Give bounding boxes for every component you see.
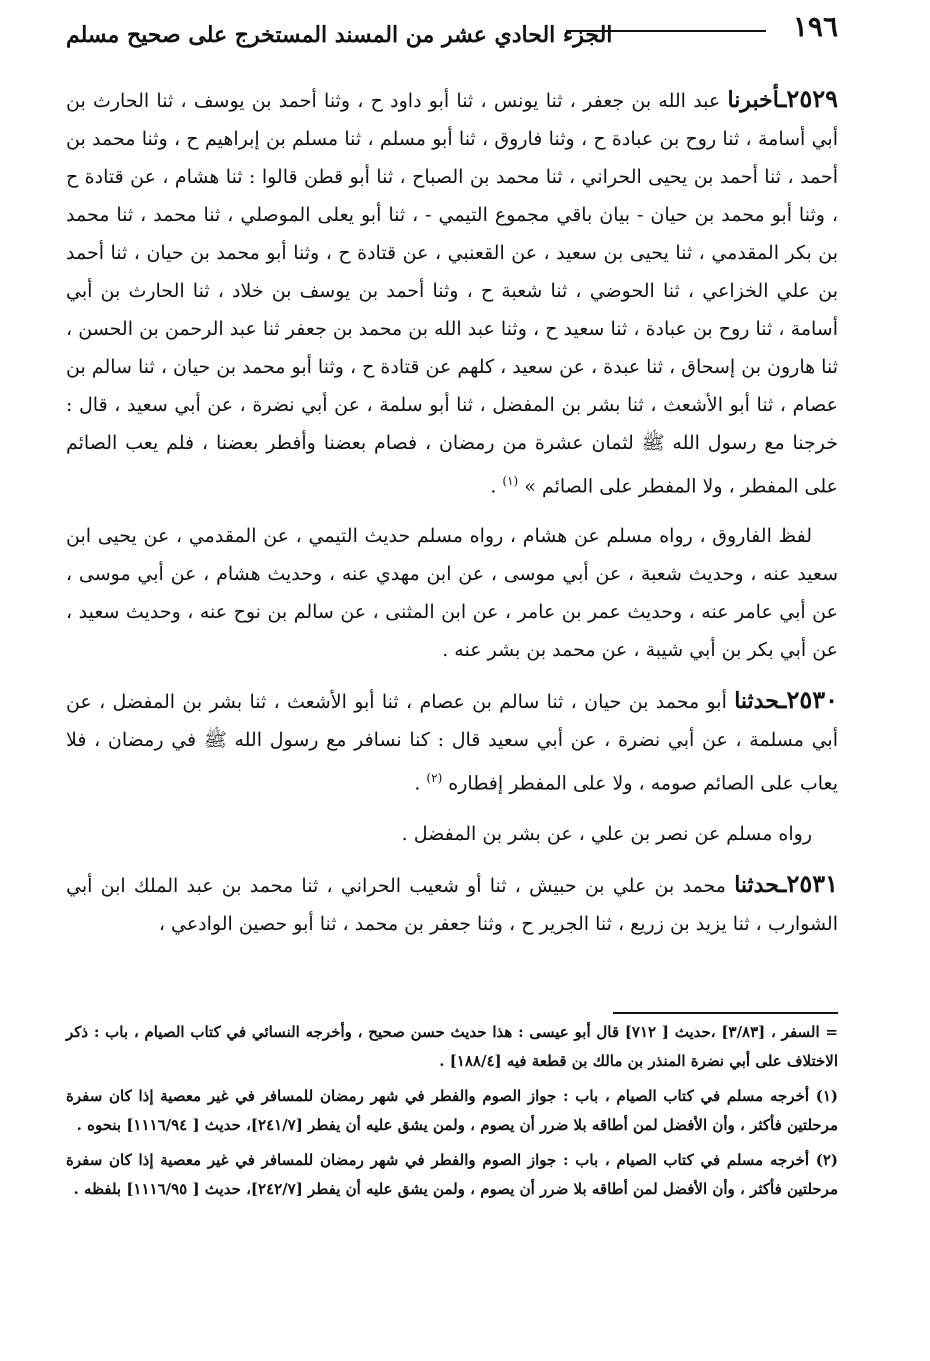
page-header	[66, 8, 838, 60]
footnote-2: (٢) أخرجه مسلم في كتاب الصيام ، باب : جواز الصوم والفطر في شهر رمضان للمسافر في غير معصية إذا كان سفرة مرحلتين فأكثر ، وأن الأفضل لمن أطاقه بلا ضرر أن يصوم ، ولمن يشق عليه أن يفطر [٢٤٢/٧]، حديث [ ١١١٦/٩٥] بلفظه .	[66, 1151, 838, 1198]
running-title: الجزء الحادي عشر من المسند المستخرج على صحيح مسلم	[66, 22, 613, 48]
hadith-2529: ٢٥٢٩ـأخبرنا عبد الله بن جعفر ، ثنا يونس ، ثنا أبو داود ح ، وثنا أحمد بن يوسف ، ثنا الحارث بن أبي أسامة ، ثنا روح بن عبادة ح ، وثنا فاروق ، ثنا أبو مسلم ، ثنا مسلم بن إبراهيم ح ، وثنا محمد بن أحمد ، ثنا أحمد بن يحيى الحراني ، ثنا محمد بن الصباح ، ثنا أبو قطن قالوا : ثنا هشام ، عن قتادة ح ، وثنا أبو محمد بن حيان - بيان باقي مجموع التيمي - ، ثنا أبو يعلى الموصلي ، ثنا محمد ، ثنا محمد بن بكر المقدمي ، ثنا يحيى بن سعيد ، عن القعنبي ، عن قتادة ح ، وثنا أبو محمد بن حيان ، ثنا أحمد بن علي الخزاعي ، ثنا الحوضي ، ثنا شعبة ح ، وثنا أحمد بن يوسف بن خلاد ، ثنا الحارث بن أبي أسامة ، ثنا روح بن عبادة ، ثنا سعيد ح ، وثنا عبد الله بن محمد بن جعفر ثنا عبد الرحمن بن الحسن ، ثنا هارون بن إسحاق ، ثنا عبدة ، عن سعيد ، كلهم عن قتادة ح ، وثنا أبو محمد بن حيان ، ثنا سالم بن عصام ، ثنا أبو الأشعث ، ثنا بشر بن المفضل ، ثنا أبو سلمة ، عن أبي نضرة ، عن أبي سعيد ، قال : خرجنا مع رسول الله ﷺ لثمان عشرة من رمضان ، فصام بعضنا وأفطر بعضنا ، فلم يعب الصائم على المفطر ، ولا المفطر على الصائم » $^{(١)}$ .	[66, 84, 839, 498]
footnote-separator	[613, 1012, 838, 1014]
commentary-2530: رواه مسلم عن نصر بن علي ، عن بشر بن المفضل .	[401, 822, 812, 845]
footnote-1: (١) أخرجه مسلم في كتاب الصيام ، باب : جواز الصوم والفطر في شهر رمضان للمسافر في غير معصية إذا كان سفرة مرحلتين فأكثر ، وأن الأفضل لمن أطاقه بلا ضرر أن يصوم ، ولمن يشق عليه أن يفطر [٢٤١/٧]، حديث [ ١١١٦/٩٤] بنحوه .	[66, 1087, 838, 1134]
footnote-marker: (١)	[502, 474, 519, 488]
footnote-continuation: = السفر ، [٣/٨٣] ،حديث [ ٧١٢] قال أبو عيسى : هذا حديث حسن صحيح ، وأخرجه النسائي في كتاب الصيام ، باب : ذكر الاختلاف على أبي نضرة المنذر بن مالك بن قطعة فيه [١٨٨/٤] .	[66, 1023, 838, 1070]
main-text	[66, 80, 838, 955]
hadith-number: ٢٥٢٩ـ	[779, 84, 838, 113]
hadith-text: عبد الله بن جعفر ، ثنا يونس ، ثنا أبو داود ح ، وثنا أحمد بن يوسف ، ثنا الحارث بن أبي أسامة ، ثنا روح بن عبادة ح ، وثنا فاروق ، ثنا أبو مسلم ، ثنا مسلم بن إبراهيم ح ، وثنا محمد بن أحمد ، ثنا أحمد بن يحيى الحراني ، ثنا محمد بن الصباح ، ثنا أبو قطن قالوا : ثنا هشام ، عن قتادة ح ، وثنا أبو محمد بن حيان - بيان باقي مجموع التيمي - ، ثنا أبو يعلى الموصلي ، ثنا محمد ، ثنا محمد بن بكر المقدمي ، ثنا يحيى بن سعيد ، عن القعنبي ، عن قتادة ح ، وثنا أبو محمد بن حيان ، ثنا أحمد بن علي الخزاعي ، ثنا الحوضي ، ثنا شعبة ح ، وثنا أحمد بن يوسف بن خلاد ، ثنا الحارث بن أبي أسامة ، ثنا روح بن عبادة ، ثنا سعيد ح ، وثنا عبد الله بن محمد بن جعفر ثنا عبد الرحمن بن الحسن ، ثنا هارون بن إسحاق ، ثنا عبدة ، عن سعيد ، كلهم عن قتادة ح ، وثنا أبو محمد بن حيان ، ثنا سالم بن عصام ، ثنا أبو الأشعث ، ثنا بشر بن المفضل ، ثنا أبو سلمة ، عن أبي نضرة ، عن أبي سعيد ، قال : خرجنا مع رسول الله ﷺ لثمان عشرة من رمضان ، فصام بعضنا وأفطر بعضنا ، فلم يعب الصائم على المفطر ، ولا المفطر على الصائم »	[66, 90, 839, 498]
page-number: ١٩٦	[792, 10, 838, 43]
transmission-lead: أخبرنا	[727, 87, 780, 113]
footnotes	[66, 1018, 838, 1210]
hadith-text: محمد بن علي بن حبيش ، ثنا أو شعيب الحراني ، ثنا محمد بن عبد الملك ابن أبي الشوارب ، ثنا يزيد بن زريع ، ثنا الجرير ح ، وثنا جعفر بن محمد ، ثنا أبو حصين الوادعي ،	[66, 874, 838, 935]
hadith-number: ٢٥٣١ـ	[779, 868, 838, 898]
transmission-lead: حدثنا	[734, 688, 780, 715]
hadith-number: ٢٥٣٠ـ	[779, 685, 838, 715]
hadith-2531	[66, 865, 838, 943]
transmission-lead: حدثنا	[734, 871, 780, 898]
commentary-2529: لفظ الفاروق ، رواه مسلم عن هشام ، رواه مسلم حديث التيمي ، عن المقدمي ، عن يحيى ابن سعيد عنه ، وحديث شعبة ، عن أبي موسى ، عن ابن مهدي عنه ، وحديث هشام ، عن أبي موسى ، عن أبي عامر عنه ، وحديث عمر بن عامر ، عن ابن المثنى ، عن سالم بن نوح عنه ، وحديث سعيد ، عن أبي بكر بن أبي شيبة ، عن محمد بن بشر عنه .	[66, 525, 838, 662]
hadith-text: أبو محمد بن حيان ، ثنا سالم بن عصام ، ثنا أبو الأشعث ، ثنا بشر بن المفضل ، عن أبي مسلمة ، عن أبي نضرة ، عن أبي سعيد قال : كنا نسافر مع رسول الله ﷺ في رمضان ، فلا يعاب على الصائم صومه ، ولا على المفطر إفطاره	[66, 691, 838, 795]
footnote-marker: (٢)	[426, 771, 443, 786]
hadith-2530: ٢٥٣٠ـحدثنا أبو محمد بن حيان ، ثنا سالم بن عصام ، ثنا أبو الأشعث ، ثنا بشر بن المفضل ، عن أبي مسلمة ، عن أبي نضرة ، عن أبي سعيد قال : كنا نسافر مع رسول الله ﷺ في رمضان ، فلا يعاب على الصائم صومه ، ولا على المفطر إفطاره $^{(٢)}$ .	[66, 685, 838, 795]
